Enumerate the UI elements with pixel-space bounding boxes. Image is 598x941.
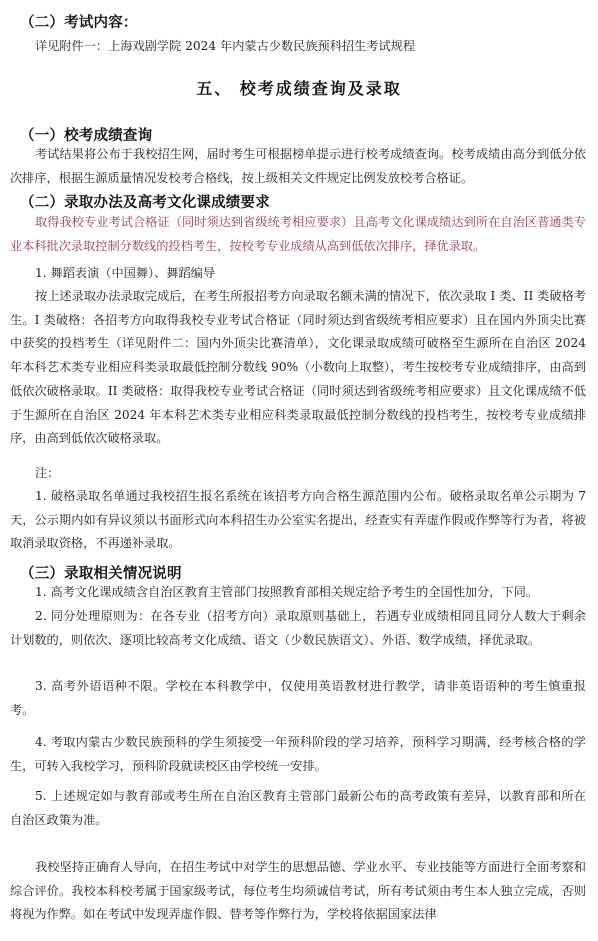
closing-paragraph: 我校坚持正确育人导向，在招生考试中对学生的思想品德、学业水平、专业技能等方面进行全面考察和综合评价。我校本科校考属于国家级考试，每位考生均须诚信考试，所有考试须由考生本人独立完成，否则将视为作弊。如在考试中发现弄虚作假、替考等作弊行为，学校将依据国家法律 [10,860,586,922]
section-heading-score-query: （一）校考成绩查询 [20,128,153,144]
note-1-paragraph: 1. 破格录取名单通过我校招生报名系统在该招考方向合格生源范围内公布。破格录取名单公示期为 7 天，公示期内如有异议须以书面形式向本科招生办公室实名提出，经查实有弄虚作假或作弊等行为者，将被取消录取资格，不再递补录取。 [10,489,586,551]
section-heading-related: （三）录取相关情况说明 [20,566,182,582]
admission-rule-highlight: 取得我校专业考试合格证（同时须达到省级统考相应要求）且高考文化课成绩达到所在自治区普通类专业本科批次录取控制分数线的投档考生，按校考专业成绩从高到低依次排序，择优录取。 [10,215,586,253]
related-item-4: 4. 考取内蒙古少数民族预科的学生须接受一年预科阶段的学习培养，预科学习期满，经考核合格的学生，可转入我校学习，预科阶段就读校区由学校统一安排。 [10,735,586,773]
score-query-paragraph: 考试结果将公布于我校招生网，届时考生可根据榜单提示进行校考成绩查询。校考成绩由高分到低分依次排序，根据生源质量情况发校考合格线，按上级相关文件规定比例发放校考合格证。 [10,147,586,185]
related-item-2: 2. 同分处理原则为：在各专业（招考方向）录取原则基础上，若遇专业成绩相同且同分人数大于剩余计划数的，则依次、逐项比较高考文化成绩、语文（少数民族语文）、外语、数学成绩，择优录取。 [10,609,586,647]
note-label: 注： [35,466,60,480]
section-heading-exam-content: （二）考试内容： [20,15,138,31]
related-item-1: 1. 高考文化课成绩含自治区教育主管部门按照教育部相关规定给予考生的全国性加分，下同。 [35,585,539,599]
exceptional-admission-paragraph: 按上述录取办法录取完成后，在考生所报招考方向录取名额未满的情况下，依次录取 I 类、II 类破格考生。I 类破格：各招考方向取得我校专业考试合格证（同时须达到省级统考相应要求）且在国内外顶尖比赛中获奖的投档考生（详见附件二：国内外顶尖比赛清单），文化课录取成绩可破格至生源所在自治区 2024 年本科艺术类专业相应科类录取最低控制分数线 90%（小数向上取整），考生按校考专业成绩排序，由高到低依次破格录取。II 类破格：取得我校专业考试合格证（同时须达到省级统考相应要求）且文化课成绩不低于生源所在自治区 2024 年本科艺术类专业相应科类录取最低控制分数线的投档考生，按校考专业成绩排序，由高到低依次破格录取。 [10,289,586,446]
chapter-title: 五、 校考成绩查询及录取 [196,79,402,98]
section-heading-admission: （二）录取办法及高考文化课成绩要求 [20,195,270,211]
related-item-3: 3. 高考外语语种不限。学校在本科教学中，仅使用英语教材进行教学，请非英语语种的考生慎重报考。 [10,679,586,717]
item-dance-title: 1. 舞蹈表演（中国舞）、舞蹈编导 [35,266,216,280]
related-item-5: 5. 上述规定如与教育部或考生所在自治区教育主管部门最新公布的高考政策有差异，以教育部和所在自治区政策为准。 [10,789,586,827]
exam-rules-reference: 详见附件一：上海戏剧学院 2024 年内蒙古少数民族预科招生考试规程 [35,39,416,53]
